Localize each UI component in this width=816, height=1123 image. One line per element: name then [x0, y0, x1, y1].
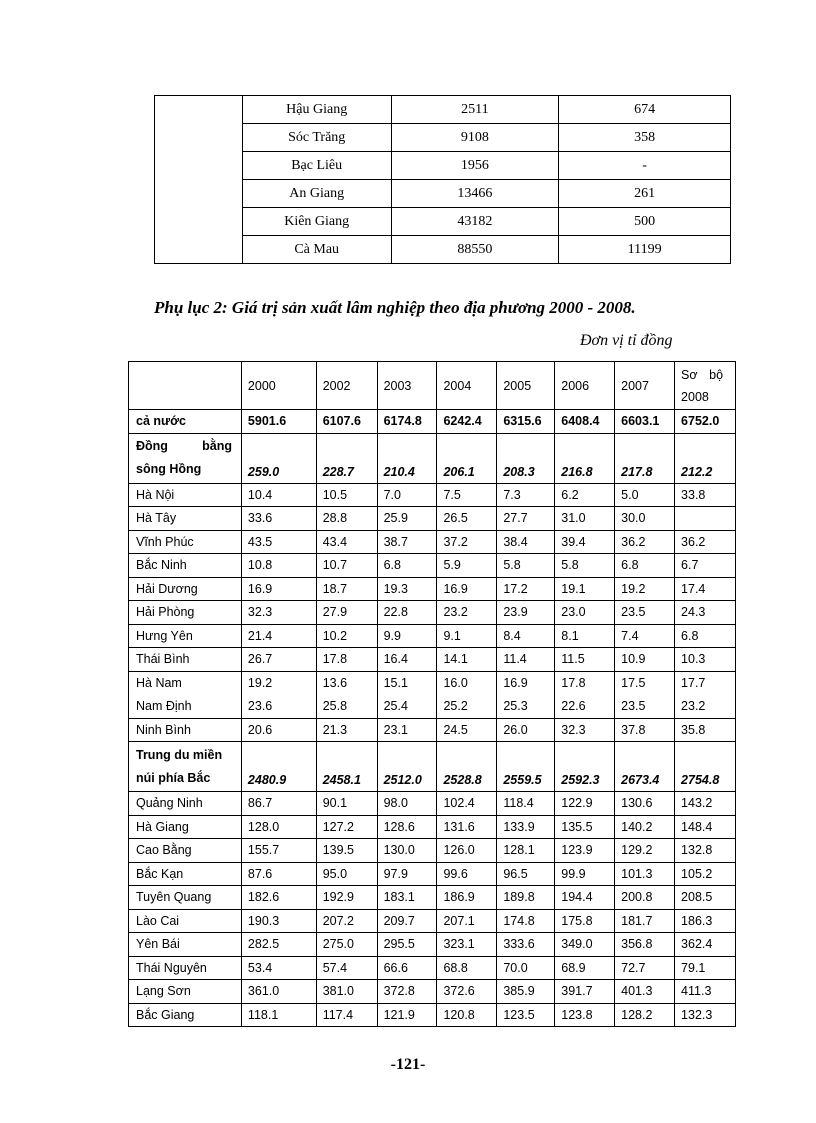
prelim-word: Sơ — [681, 367, 698, 382]
province-name: Hưng Yên — [129, 624, 242, 648]
province-row — [129, 601, 736, 625]
province-name: Ninh Bình — [129, 718, 242, 742]
unit-label: Đơn vị tỉ đồng — [580, 332, 673, 349]
province-cell: Sóc Trăng — [242, 124, 391, 152]
value-cell: 128.0 — [241, 815, 316, 839]
region-value: 2480.9 — [241, 742, 316, 792]
value-cell: 70.0 — [497, 956, 555, 980]
table-row — [155, 96, 731, 124]
region-value: 206.1 — [437, 433, 497, 483]
value-cell: 200.8 — [615, 886, 675, 910]
value-cell: 10.8 — [241, 554, 316, 578]
value-cell: 362.4 — [675, 933, 736, 957]
value-cell: 99.6 — [437, 862, 497, 886]
year-header: 2000 — [241, 362, 316, 410]
region-value: 216.8 — [555, 433, 615, 483]
value-cell: 19.2 — [615, 577, 675, 601]
province-name: Hà Tây — [129, 507, 242, 531]
province-row — [129, 648, 736, 672]
region-name-line: núi phía Bắc — [136, 770, 211, 785]
value-cell: 118.4 — [497, 792, 555, 816]
value-cell: 16.9 — [437, 577, 497, 601]
province-row — [129, 624, 736, 648]
province-name: Tuyên Quang — [129, 886, 242, 910]
region-name — [129, 742, 242, 792]
value-cell-merged — [316, 671, 377, 718]
value-cell: 16.9 — [241, 577, 316, 601]
value-cell: 57.4 — [316, 956, 377, 980]
province-name: Lào Cai — [129, 909, 242, 933]
value-cell: 120.8 — [437, 1003, 497, 1027]
value-cell: 121.9 — [377, 1003, 437, 1027]
value-cell: 95.0 — [316, 862, 377, 886]
value-cell: 98.0 — [377, 792, 437, 816]
production-table-continued — [154, 95, 731, 264]
value-cell: 17.8 — [316, 648, 377, 672]
province-name: Quảng Ninh — [129, 792, 242, 816]
value-cell: 27.9 — [316, 601, 377, 625]
value-cell: 6107.6 — [316, 410, 377, 434]
value-cell: 118.1 — [241, 1003, 316, 1027]
table1-body — [155, 96, 731, 264]
region-value: 212.2 — [675, 433, 736, 483]
value-cell: 194.4 — [555, 886, 615, 910]
value-line: 19.2 — [247, 676, 273, 690]
region-value: 259.0 — [241, 433, 316, 483]
province-row — [129, 1003, 736, 1027]
region-value: 2528.8 — [437, 742, 497, 792]
value-cell: 5.8 — [497, 554, 555, 578]
value-cell: 17.2 — [497, 577, 555, 601]
region-value: 2592.3 — [555, 742, 615, 792]
value-cell: 96.5 — [497, 862, 555, 886]
province-row — [129, 839, 736, 863]
value-cell: 25.9 — [377, 507, 437, 531]
value-line: 25.8 — [322, 698, 348, 713]
value-cell: 10.2 — [316, 624, 377, 648]
value-cell: 282.5 — [241, 933, 316, 957]
value-cell: 175.8 — [555, 909, 615, 933]
value-cell: 129.2 — [615, 839, 675, 863]
province-name: Hà Giang — [129, 815, 242, 839]
value-line: 16.9 — [503, 676, 528, 690]
value-line: 17.7 — [681, 676, 706, 690]
value-cell: 207.2 — [316, 909, 377, 933]
value-cell: 181.7 — [615, 909, 675, 933]
value-cell: 126.0 — [437, 839, 497, 863]
value-cell: 26.7 — [241, 648, 316, 672]
region-row-northern-midlands — [129, 742, 736, 792]
value-cell: 20.6 — [241, 718, 316, 742]
value-cell: 6752.0 — [675, 410, 736, 434]
value-cell: 381.0 — [316, 980, 377, 1004]
value-cell: 5.0 — [615, 483, 675, 507]
value-cell: 24.3 — [675, 601, 736, 625]
region-name-line: Trung du miền — [136, 747, 223, 762]
value-cell: 23.2 — [437, 601, 497, 625]
value-cell: 24.5 — [437, 718, 497, 742]
value-line: 15.1 — [383, 676, 408, 690]
value-cell: 6.2 — [555, 483, 615, 507]
province-name: Hải Dương — [129, 577, 242, 601]
value-cell: 43.4 — [316, 530, 377, 554]
value-cell: 183.1 — [377, 886, 437, 910]
value-cell: 38.4 — [497, 530, 555, 554]
value-line: 25.4 — [383, 698, 408, 713]
value-cell: 6.8 — [675, 624, 736, 648]
value-cell: 33.6 — [241, 507, 316, 531]
value-cell: 5901.6 — [241, 410, 316, 434]
value-cell: 275.0 — [316, 933, 377, 957]
value-cell: 385.9 — [497, 980, 555, 1004]
year-header: 2004 — [437, 362, 497, 410]
value-cell: 37.8 — [615, 718, 675, 742]
province-row — [129, 718, 736, 742]
value-cell: 128.2 — [615, 1003, 675, 1027]
province-name: Hà Nội — [129, 483, 242, 507]
value-cell: 500 — [559, 208, 731, 236]
value-cell: 9108 — [391, 124, 559, 152]
province-name: Cao Bằng — [129, 839, 242, 863]
value-cell: 122.9 — [555, 792, 615, 816]
value-cell: 133.9 — [497, 815, 555, 839]
value-cell: 295.5 — [377, 933, 437, 957]
forestry-value-table — [128, 361, 736, 1027]
year-header: 2003 — [377, 362, 437, 410]
national-total-row — [129, 410, 736, 434]
header-corner-cell — [129, 362, 242, 410]
value-line: 23.5 — [621, 698, 646, 713]
value-cell: 123.5 — [497, 1003, 555, 1027]
value-cell-merged — [241, 671, 316, 718]
value-cell: 372.6 — [437, 980, 497, 1004]
value-cell: 5.9 — [437, 554, 497, 578]
region-value: 228.7 — [316, 433, 377, 483]
value-cell: 10.4 — [241, 483, 316, 507]
value-cell: 97.9 — [377, 862, 437, 886]
value-cell: 66.6 — [377, 956, 437, 980]
value-cell: 21.4 — [241, 624, 316, 648]
value-cell: 674 — [559, 96, 731, 124]
value-cell: 6.8 — [377, 554, 437, 578]
value-cell: 43182 — [391, 208, 559, 236]
province-row — [129, 862, 736, 886]
value-cell: 358 — [559, 124, 731, 152]
region-name-line: sông Hồng — [136, 462, 202, 476]
province-row — [129, 909, 736, 933]
value-cell: 23.1 — [377, 718, 437, 742]
province-cell: Bạc Liêu — [242, 152, 391, 180]
province-row-merged — [129, 671, 736, 718]
value-cell: 372.8 — [377, 980, 437, 1004]
year-header: 2006 — [555, 362, 615, 410]
value-cell: 333.6 — [497, 933, 555, 957]
province-row — [129, 577, 736, 601]
value-cell: 38.7 — [377, 530, 437, 554]
value-cell: 16.4 — [377, 648, 437, 672]
value-cell: 189.8 — [497, 886, 555, 910]
value-cell: 105.2 — [675, 862, 736, 886]
region-value: 2673.4 — [615, 742, 675, 792]
value-cell: 86.7 — [241, 792, 316, 816]
value-cell: 411.3 — [675, 980, 736, 1004]
value-cell: 143.2 — [675, 792, 736, 816]
value-cell: 123.8 — [555, 1003, 615, 1027]
province-name-merged — [129, 671, 242, 718]
value-cell: 11.4 — [497, 648, 555, 672]
value-cell: 23.9 — [497, 601, 555, 625]
year-header: 2005 — [497, 362, 555, 410]
value-cell: 13466 — [391, 180, 559, 208]
region-value: 2512.0 — [377, 742, 437, 792]
value-cell: 101.3 — [615, 862, 675, 886]
value-cell: 37.2 — [437, 530, 497, 554]
value-cell: 7.5 — [437, 483, 497, 507]
province-name: Thái Bình — [129, 648, 242, 672]
value-cell: 32.3 — [241, 601, 316, 625]
value-cell: 140.2 — [615, 815, 675, 839]
value-line: 17.5 — [621, 676, 646, 690]
province-row — [129, 815, 736, 839]
value-cell: 401.3 — [615, 980, 675, 1004]
province-row — [129, 792, 736, 816]
value-cell-merged — [555, 671, 615, 718]
province-row — [129, 507, 736, 531]
value-cell: 128.1 — [497, 839, 555, 863]
value-cell: 10.7 — [316, 554, 377, 578]
value-cell: 87.6 — [241, 862, 316, 886]
region-cell-blank — [155, 96, 243, 264]
value-cell: 19.1 — [555, 577, 615, 601]
value-cell-merged — [437, 671, 497, 718]
value-cell: 7.4 — [615, 624, 675, 648]
value-cell: 33.8 — [675, 483, 736, 507]
value-cell: 18.7 — [316, 577, 377, 601]
value-line: 16.0 — [443, 676, 468, 690]
value-cell: 174.8 — [497, 909, 555, 933]
value-cell: 2511 — [391, 96, 559, 124]
value-cell: 10.9 — [615, 648, 675, 672]
value-cell-merged — [377, 671, 437, 718]
value-cell: 6603.1 — [615, 410, 675, 434]
value-cell: 36.2 — [615, 530, 675, 554]
value-cell: 22.8 — [377, 601, 437, 625]
province-name: Vĩnh Phúc — [129, 530, 242, 554]
value-cell: 23.5 — [615, 601, 675, 625]
table2-body — [129, 362, 736, 1027]
value-cell: - — [559, 152, 731, 180]
value-cell: 391.7 — [555, 980, 615, 1004]
value-cell: 139.5 — [316, 839, 377, 863]
value-line: 13.6 — [322, 676, 348, 690]
value-cell: 8.1 — [555, 624, 615, 648]
value-cell: 102.4 — [437, 792, 497, 816]
value-cell: 72.7 — [615, 956, 675, 980]
year-header-prelim — [675, 362, 736, 410]
value-cell: 349.0 — [555, 933, 615, 957]
value-cell: 31.0 — [555, 507, 615, 531]
value-cell: 132.8 — [675, 839, 736, 863]
value-line: 22.6 — [561, 698, 586, 713]
value-cell: 36.2 — [675, 530, 736, 554]
province-name: Lạng Sơn — [129, 980, 242, 1004]
value-cell: 130.6 — [615, 792, 675, 816]
value-cell: 27.7 — [497, 507, 555, 531]
value-cell: 88550 — [391, 236, 559, 264]
province-row — [129, 980, 736, 1004]
value-cell: 21.3 — [316, 718, 377, 742]
region-value: 217.8 — [615, 433, 675, 483]
value-cell: 192.9 — [316, 886, 377, 910]
prelim-label-line — [681, 364, 723, 386]
region-value: 210.4 — [377, 433, 437, 483]
appendix-title: Phụ lục 2: Giá trị sản xuất lâm nghiệp theo địa phương 2000 - 2008. — [154, 298, 636, 317]
province-name: Hà Nam — [136, 675, 182, 690]
value-cell: 7.0 — [377, 483, 437, 507]
value-cell: 17.4 — [675, 577, 736, 601]
value-cell: 9.1 — [437, 624, 497, 648]
province-row — [129, 956, 736, 980]
value-cell: 9.9 — [377, 624, 437, 648]
region-word: Đồng — [136, 439, 168, 453]
region-value: 2559.5 — [497, 742, 555, 792]
value-cell: 207.1 — [437, 909, 497, 933]
value-cell: 182.6 — [241, 886, 316, 910]
region-row-red-river-delta — [129, 433, 736, 483]
province-name: Yên Bái — [129, 933, 242, 957]
region-value: 2458.1 — [316, 742, 377, 792]
province-name: Bắc Ninh — [129, 554, 242, 578]
value-cell: 43.5 — [241, 530, 316, 554]
value-cell-merged — [675, 671, 736, 718]
value-cell: 6315.6 — [497, 410, 555, 434]
value-cell: 127.2 — [316, 815, 377, 839]
value-cell: 1956 — [391, 152, 559, 180]
year-header: 2007 — [615, 362, 675, 410]
value-cell: 10.3 — [675, 648, 736, 672]
value-cell: 128.6 — [377, 815, 437, 839]
value-cell: 155.7 — [241, 839, 316, 863]
value-line: 23.2 — [681, 698, 706, 713]
value-cell: 261 — [559, 180, 731, 208]
province-row — [129, 886, 736, 910]
value-cell — [675, 507, 736, 531]
value-cell: 6.7 — [675, 554, 736, 578]
value-cell: 186.9 — [437, 886, 497, 910]
value-cell: 26.5 — [437, 507, 497, 531]
value-line: 23.6 — [247, 698, 273, 713]
value-cell: 68.9 — [555, 956, 615, 980]
value-cell: 26.0 — [497, 718, 555, 742]
value-cell: 208.5 — [675, 886, 736, 910]
value-cell: 6.8 — [615, 554, 675, 578]
value-cell: 132.3 — [675, 1003, 736, 1027]
value-cell: 39.4 — [555, 530, 615, 554]
province-name: Bắc Giang — [129, 1003, 242, 1027]
value-cell: 6174.8 — [377, 410, 437, 434]
value-cell: 19.3 — [377, 577, 437, 601]
value-cell: 32.3 — [555, 718, 615, 742]
header-row — [129, 362, 736, 410]
value-cell: 35.8 — [675, 718, 736, 742]
value-cell: 28.8 — [316, 507, 377, 531]
value-cell: 7.3 — [497, 483, 555, 507]
value-cell: 361.0 — [241, 980, 316, 1004]
province-name: Hải Phòng — [129, 601, 242, 625]
value-cell: 79.1 — [675, 956, 736, 980]
prelim-word: bộ — [709, 367, 724, 382]
province-name: Nam Định — [136, 698, 192, 713]
value-cell-merged — [497, 671, 555, 718]
value-cell: 11199 — [559, 236, 731, 264]
province-cell: An Giang — [242, 180, 391, 208]
province-row — [129, 554, 736, 578]
value-cell: 190.3 — [241, 909, 316, 933]
province-cell: Kiên Giang — [242, 208, 391, 236]
value-cell: 123.9 — [555, 839, 615, 863]
value-cell: 90.1 — [316, 792, 377, 816]
value-line: 25.3 — [503, 698, 528, 713]
value-line: 25.2 — [443, 698, 468, 713]
value-cell: 6408.4 — [555, 410, 615, 434]
value-cell: 99.9 — [555, 862, 615, 886]
value-cell: 14.1 — [437, 648, 497, 672]
province-name: cả nước — [129, 410, 242, 434]
value-cell: 135.5 — [555, 815, 615, 839]
province-row — [129, 933, 736, 957]
region-value: 208.3 — [497, 433, 555, 483]
prelim-year: 2008 — [681, 389, 709, 404]
value-cell: 323.1 — [437, 933, 497, 957]
value-cell: 356.8 — [615, 933, 675, 957]
value-cell: 5.8 — [555, 554, 615, 578]
province-row — [129, 530, 736, 554]
value-cell: 8.4 — [497, 624, 555, 648]
value-cell: 117.4 — [316, 1003, 377, 1027]
value-cell: 131.6 — [437, 815, 497, 839]
region-name — [129, 433, 242, 483]
province-cell: Hậu Giang — [242, 96, 391, 124]
region-value: 2754.8 — [675, 742, 736, 792]
value-cell: 148.4 — [675, 815, 736, 839]
value-cell: 30.0 — [615, 507, 675, 531]
value-cell: 11.5 — [555, 648, 615, 672]
value-line: 17.8 — [561, 676, 586, 690]
value-cell: 23.0 — [555, 601, 615, 625]
value-cell: 68.8 — [437, 956, 497, 980]
region-name-line — [136, 435, 232, 458]
page-number: -121- — [390, 1056, 426, 1073]
province-row — [129, 483, 736, 507]
value-cell: 6242.4 — [437, 410, 497, 434]
value-cell: 186.3 — [675, 909, 736, 933]
value-cell: 130.0 — [377, 839, 437, 863]
year-header: 2002 — [316, 362, 377, 410]
region-word: bằng — [202, 439, 232, 453]
value-cell: 209.7 — [377, 909, 437, 933]
province-cell: Cà Mau — [242, 236, 391, 264]
value-cell: 53.4 — [241, 956, 316, 980]
province-name: Thái Nguyên — [129, 956, 242, 980]
value-cell-merged — [615, 671, 675, 718]
value-cell: 10.5 — [316, 483, 377, 507]
province-name: Bắc Kạn — [129, 862, 242, 886]
